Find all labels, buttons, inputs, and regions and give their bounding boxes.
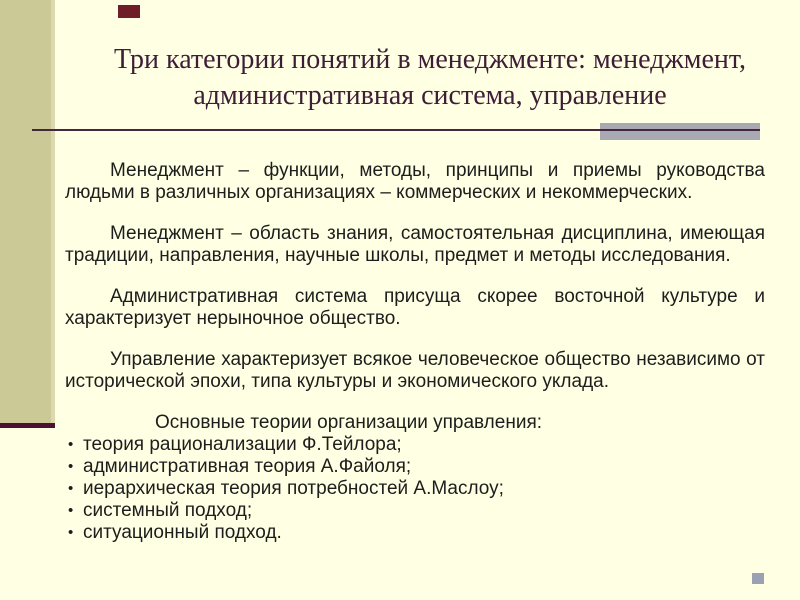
- sidebar-edge-highlight: [51, 0, 55, 423]
- slide-body: [65, 160, 765, 544]
- bullet-item: [65, 456, 765, 478]
- bullet-item-label: системный подход;: [83, 500, 253, 521]
- paragraph-upravlenie: Управление характеризует всякое человеческое общество независимо от исторической эпохи, типа культуры и экономического уклада.: [65, 349, 765, 392]
- sidebar-band: [0, 0, 55, 423]
- list-intro-text: Основные теории организации управления:: [155, 412, 543, 433]
- bullet-item: [65, 434, 765, 456]
- bullet-item: [65, 478, 765, 500]
- bullet-icon: •: [68, 524, 74, 541]
- list-intro: [65, 412, 765, 434]
- divider-gray-bar: [600, 123, 760, 140]
- paragraph-administrative-system: Административная система присуща скорее восточной культуре и характеризует нерыночное общество.: [65, 286, 765, 329]
- bullet-item-label: теория рационализации Ф.Тейлора;: [83, 434, 402, 455]
- bottom-accent-square: [752, 573, 764, 584]
- bullet-item-label: административная теория А.Файоля;: [83, 456, 412, 477]
- sidebar-accent-bar: [0, 423, 55, 428]
- bullet-item-label: ситуационный подход.: [83, 522, 282, 543]
- top-accent-square: [118, 5, 140, 18]
- bullet-icon: •: [68, 458, 74, 475]
- paragraph-management-2: Менеджмент – область знания, самостоятельная дисциплина, имеющая традиции, направления, научные школы, предмет и методы исследования.: [65, 223, 765, 266]
- bullet-item: [65, 500, 765, 522]
- slide-title-line1: Три категории понятий в менеджменте: менеджмент,: [114, 44, 746, 75]
- slide-title-line2: административная система, управление: [193, 80, 667, 111]
- paragraph-management-1: Менеджмент – функции, методы, принципы и приемы руководства людьми в различных организациях – коммерческих и некоммерческих.: [65, 160, 765, 203]
- bullet-icon: •: [68, 436, 74, 453]
- bullet-item-label: иерархическая теория потребностей А.Маслоу;: [83, 478, 504, 499]
- divider-line: [32, 129, 760, 131]
- slide-title: [90, 42, 770, 114]
- bullet-icon: •: [68, 480, 74, 497]
- bullet-list: [65, 434, 765, 544]
- bullet-icon: •: [68, 502, 74, 519]
- bullet-item: [65, 522, 765, 544]
